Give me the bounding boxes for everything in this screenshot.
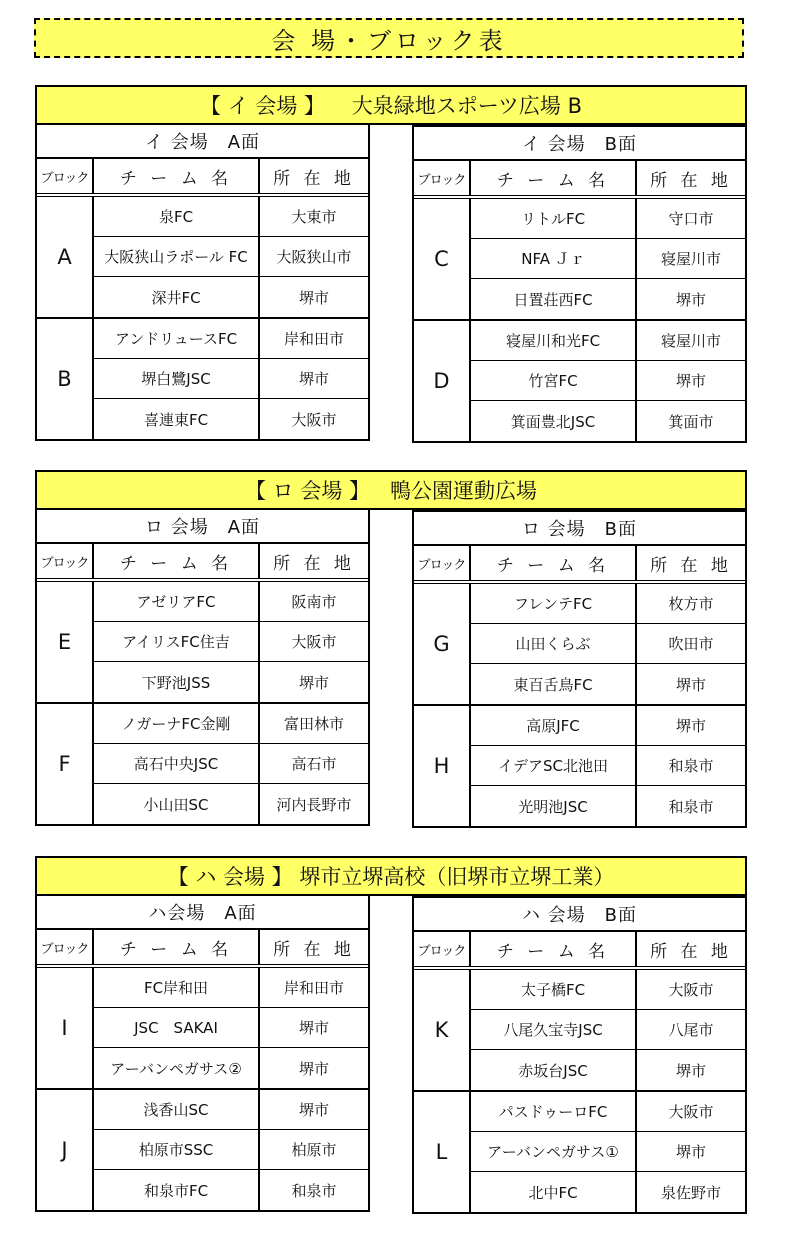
city-cell: 吹田市 xyxy=(668,635,714,653)
block-letter: B xyxy=(37,319,94,439)
table-row xyxy=(94,277,368,317)
city-cell: 堺市 xyxy=(675,717,706,735)
table-row xyxy=(94,622,368,662)
block-letter: C xyxy=(414,199,471,319)
team-name-cell: 喜連東FC xyxy=(94,399,260,439)
team-name-cell: FC岸和田 xyxy=(94,968,260,1007)
page-title: 会 場・ブロック表 xyxy=(34,18,744,58)
venue-header: 【 イ 会場 】 大泉緑地スポーツ広場 B xyxy=(35,85,747,125)
team-name-cell: ノガーナFC金剛 xyxy=(94,704,260,743)
block-rows xyxy=(94,197,368,317)
team-name-cell: 深井FC xyxy=(94,277,260,317)
team-name-cell: 東百舌鳥FC xyxy=(471,664,637,704)
column-header-city: 所 在 地 xyxy=(273,168,355,189)
table-row xyxy=(94,399,368,439)
block-rows xyxy=(471,199,745,319)
city-cell: 和泉市 xyxy=(668,757,714,775)
team-name-cell: アゼリアFC xyxy=(94,582,260,621)
table-row xyxy=(471,664,745,704)
venue-header: 【 ロ 会場 】 鴨公園運動広場 xyxy=(35,470,747,510)
team-name-cell: 和泉市FC xyxy=(94,1170,260,1210)
table-row xyxy=(471,361,745,401)
team-name-cell: 竹宮FC xyxy=(471,361,637,400)
column-header-block: ブロック xyxy=(37,930,94,964)
city-cell: 大阪市 xyxy=(668,1103,714,1121)
column-header-city: 所 在 地 xyxy=(273,553,355,574)
city-cell: 堺市 xyxy=(298,288,329,307)
team-name-cell: アーバンペガサス① xyxy=(471,1132,637,1171)
block-rows xyxy=(471,321,745,441)
city-cell: 枚方市 xyxy=(668,595,714,613)
table-row xyxy=(471,1172,745,1212)
city-cell: 大阪市 xyxy=(291,633,337,651)
column-header-block: ブロック xyxy=(414,546,471,580)
table-row xyxy=(94,582,368,622)
table-row xyxy=(471,401,745,441)
block-rows xyxy=(471,1092,745,1212)
team-name-cell: JSC SAKAI xyxy=(94,1008,260,1047)
city-cell: 大阪市 xyxy=(668,981,714,999)
team-name-cell: 日置荘西FC xyxy=(471,279,637,319)
team-name-cell: 小山田SC xyxy=(94,784,260,824)
city-cell: 和泉市 xyxy=(668,797,714,816)
panel-a xyxy=(35,125,370,441)
table-row xyxy=(94,1090,368,1130)
team-name-cell: 寝屋川和光FC xyxy=(471,321,637,360)
venue-section xyxy=(35,85,747,431)
team-name-cell: 泉FC xyxy=(94,197,260,236)
table-row xyxy=(94,784,368,824)
block-letter: J xyxy=(37,1090,94,1210)
team-name-cell: 山田くらぶ xyxy=(471,624,637,663)
table-row xyxy=(471,970,745,1010)
venue-section xyxy=(35,470,747,816)
table-row xyxy=(94,744,368,784)
block-rows xyxy=(94,319,368,439)
block-letter: D xyxy=(414,321,471,441)
block-letter: L xyxy=(414,1092,471,1212)
city-cell: 堺市 xyxy=(298,673,329,692)
table-row xyxy=(94,319,368,359)
column-header-block: ブロック xyxy=(37,159,94,193)
panel-title: イ 会場 B面 xyxy=(414,125,745,161)
team-name-cell: 柏原市SSC xyxy=(94,1130,260,1169)
block-group xyxy=(414,584,745,706)
table-row xyxy=(94,1170,368,1210)
city-cell: 阪南市 xyxy=(291,593,337,611)
city-cell: 箕面市 xyxy=(668,412,714,431)
team-name-cell: 八尾久宝寺JSC xyxy=(471,1010,637,1049)
column-header-city: 所 在 地 xyxy=(273,939,355,960)
panel-title: ロ 会場 B面 xyxy=(414,510,745,546)
team-name-cell: イデアSC北池田 xyxy=(471,746,637,785)
team-name-cell: 北中FC xyxy=(471,1172,637,1212)
city-cell: 泉佐野市 xyxy=(660,1183,721,1202)
team-name-cell: 高原JFC xyxy=(471,706,637,745)
column-header-row xyxy=(37,544,368,582)
team-name-cell: 太子橋FC xyxy=(471,970,637,1009)
table-row xyxy=(471,786,745,826)
team-name-cell: 赤坂台JSC xyxy=(471,1050,637,1090)
city-cell: 柏原市 xyxy=(291,1141,337,1159)
table-row xyxy=(94,704,368,744)
table-row xyxy=(94,662,368,702)
table-row xyxy=(471,1092,745,1132)
city-cell: 大東市 xyxy=(291,208,337,226)
panel-title: イ 会場 A面 xyxy=(37,125,368,159)
table-row xyxy=(94,1130,368,1170)
city-cell: 大阪狭山市 xyxy=(276,248,352,266)
team-name-cell: アーバンペガサス② xyxy=(94,1048,260,1088)
block-letter: I xyxy=(37,968,94,1088)
city-cell: 寝屋川市 xyxy=(660,250,721,268)
block-letter: K xyxy=(414,970,471,1090)
team-name-cell: 下野池JSS xyxy=(94,662,260,702)
team-name-cell: アイリスFC住吉 xyxy=(94,622,260,661)
column-header-team: チ ー ム 名 xyxy=(94,159,260,193)
block-rows xyxy=(94,704,368,824)
block-group xyxy=(37,582,368,704)
block-group xyxy=(414,706,745,826)
city-cell: 岸和田市 xyxy=(283,330,344,348)
panel-title: ハ会場 A面 xyxy=(37,896,368,930)
table-row xyxy=(94,359,368,399)
table-row xyxy=(471,706,745,746)
city-cell: 堺市 xyxy=(675,290,706,309)
block-letter: F xyxy=(37,704,94,824)
team-name-cell: リトルFC xyxy=(471,199,637,238)
block-group xyxy=(414,1092,745,1212)
panel-a xyxy=(35,510,370,826)
column-header-team: チ ー ム 名 xyxy=(94,544,260,578)
column-header-row xyxy=(37,930,368,968)
block-group xyxy=(37,319,368,439)
block-rows xyxy=(471,706,745,826)
table-row xyxy=(471,199,745,239)
team-name-cell: 高石中央JSC xyxy=(94,744,260,783)
table-row xyxy=(471,624,745,664)
block-group xyxy=(37,197,368,319)
panel-title: ハ 会場 B面 xyxy=(414,896,745,932)
team-name-cell: 浅香山SC xyxy=(94,1090,260,1129)
table-row xyxy=(471,1132,745,1172)
city-cell: 堺市 xyxy=(298,1019,329,1037)
table-row xyxy=(471,1050,745,1090)
city-cell: 寝屋川市 xyxy=(660,332,721,350)
city-cell: 堺市 xyxy=(298,370,329,388)
block-group xyxy=(37,968,368,1090)
table-row xyxy=(94,1008,368,1048)
column-header-team: チ ー ム 名 xyxy=(471,161,637,195)
table-row xyxy=(94,968,368,1008)
team-name-cell: 堺白鷺JSC xyxy=(94,359,260,398)
city-cell: 和泉市 xyxy=(291,1181,337,1200)
column-header-team: チ ー ム 名 xyxy=(471,546,637,580)
panel-title: ロ 会場 A面 xyxy=(37,510,368,544)
panel-b xyxy=(412,125,747,443)
column-header-block: ブロック xyxy=(414,161,471,195)
column-header-team: チ ー ム 名 xyxy=(94,930,260,964)
venue-header: 【 ハ 会場 】 堺市立堺高校（旧堺市立堺工業） xyxy=(35,856,747,896)
city-cell: 堺市 xyxy=(298,1059,329,1078)
block-letter: E xyxy=(37,582,94,702)
panel-a xyxy=(35,896,370,1212)
column-header-city: 所 在 地 xyxy=(650,555,732,576)
city-cell: 八尾市 xyxy=(668,1021,714,1039)
column-header-block: ブロック xyxy=(414,932,471,966)
column-header-row xyxy=(414,161,745,199)
table-row xyxy=(471,1010,745,1050)
table-row xyxy=(471,746,745,786)
column-header-block: ブロック xyxy=(37,544,94,578)
venue-section xyxy=(35,856,747,1202)
column-header-row xyxy=(414,546,745,584)
team-name-cell: NFA Ｊｒ xyxy=(471,239,637,278)
block-rows xyxy=(94,968,368,1088)
table-row xyxy=(94,197,368,237)
block-letter: G xyxy=(414,584,471,704)
table-row xyxy=(471,279,745,319)
city-cell: 富田林市 xyxy=(283,715,344,733)
column-header-row xyxy=(37,159,368,197)
city-cell: 堺市 xyxy=(675,1143,706,1161)
team-name-cell: 箕面豊北JSC xyxy=(471,401,637,441)
column-header-team: チ ー ム 名 xyxy=(471,932,637,966)
block-group xyxy=(37,704,368,824)
block-group xyxy=(37,1090,368,1210)
city-cell: 河内長野市 xyxy=(276,795,352,814)
block-letter: H xyxy=(414,706,471,826)
column-header-row xyxy=(414,932,745,970)
city-cell: 堺市 xyxy=(675,372,706,390)
city-cell: 堺市 xyxy=(675,675,706,694)
team-name-cell: 光明池JSC xyxy=(471,786,637,826)
team-name-cell: 大阪狭山ラポール FC xyxy=(94,237,260,276)
city-cell: 大阪市 xyxy=(291,410,337,429)
city-cell: 堺市 xyxy=(675,1061,706,1080)
block-letter: A xyxy=(37,197,94,317)
table-row xyxy=(471,321,745,361)
table-row xyxy=(94,1048,368,1088)
city-cell: 守口市 xyxy=(668,210,714,228)
block-rows xyxy=(471,970,745,1090)
city-cell: 岸和田市 xyxy=(283,979,344,997)
block-group xyxy=(414,199,745,321)
table-row xyxy=(94,237,368,277)
block-rows xyxy=(94,582,368,702)
column-header-city: 所 在 地 xyxy=(650,941,732,962)
team-name-cell: フレンテFC xyxy=(471,584,637,623)
block-rows xyxy=(471,584,745,704)
block-group xyxy=(414,970,745,1092)
block-rows xyxy=(94,1090,368,1210)
team-name-cell: パスドゥーロFC xyxy=(471,1092,637,1131)
table-row xyxy=(471,239,745,279)
panel-b xyxy=(412,896,747,1214)
table-row xyxy=(471,584,745,624)
team-name-cell: アンドリュースFC xyxy=(94,319,260,358)
city-cell: 堺市 xyxy=(298,1101,329,1119)
panel-b xyxy=(412,510,747,828)
column-header-city: 所 在 地 xyxy=(650,170,732,191)
block-group xyxy=(414,321,745,441)
city-cell: 高石市 xyxy=(291,755,337,773)
